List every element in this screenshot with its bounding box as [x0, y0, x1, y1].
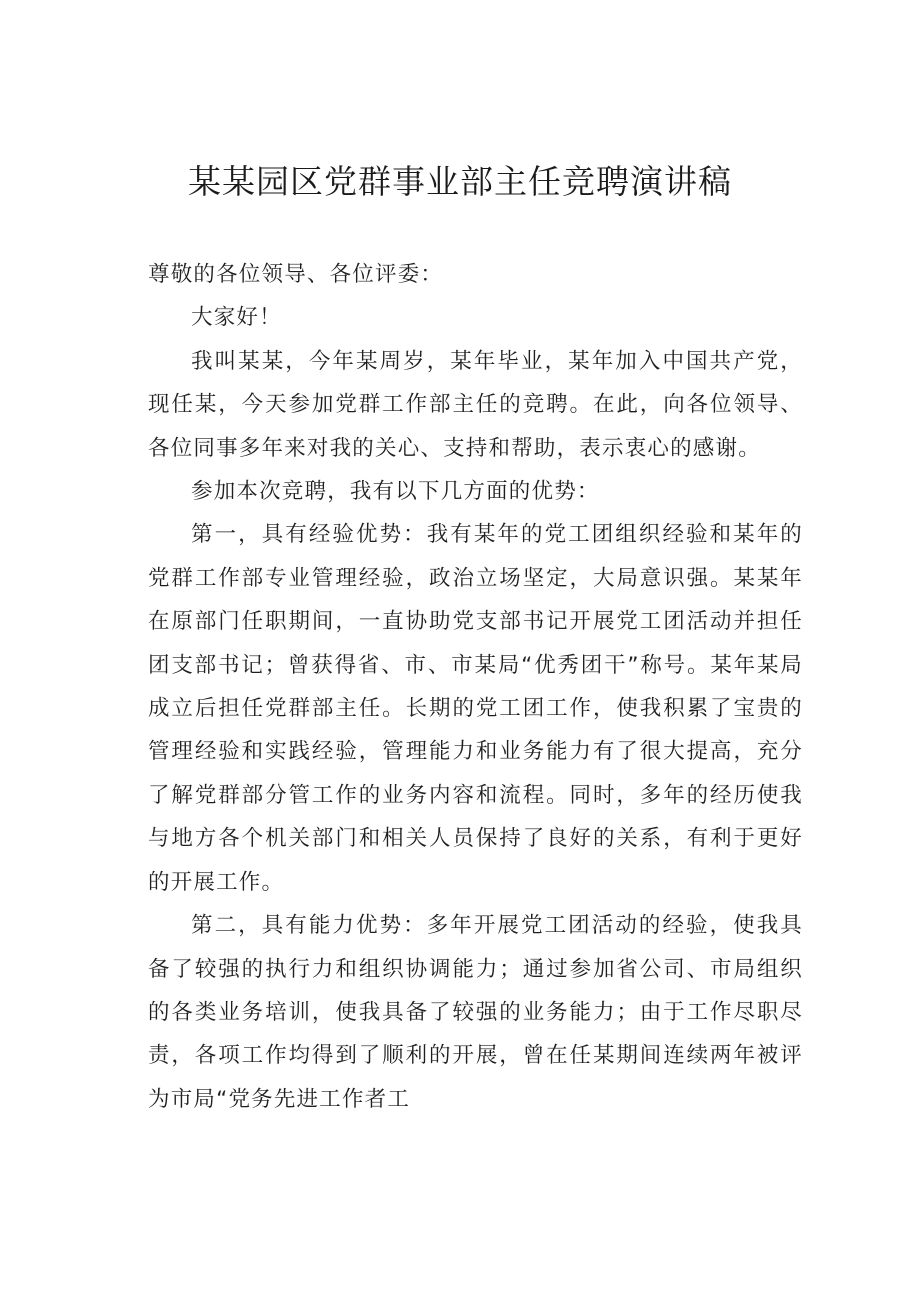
- document-body: [148, 253, 803, 1121]
- paragraph-advantages-intro: 参加本次竞聘，我有以下几方面的优势：: [191, 479, 600, 505]
- paragraph-ability-advantage: 第二，具有能力优势：多年开展党工团活动的经验，使我具备了较强的执行力和组织协调能力；通过参加省公司、市局组织的各类业务培训，使我具备了较强的业务能力；由于工作尽职尽责，各项工作均得到了顺利的开展，曾在任某期间连续两年被评为市局“党务先进工作者工: [148, 913, 803, 1112]
- salutation: 尊敬的各位领导、各位评委：: [148, 262, 444, 287]
- paragraph-greeting: 大家好！: [191, 305, 282, 331]
- document-title: 某某园区党群事业部主任竞聘演讲稿: [188, 162, 732, 201]
- paragraph-experience-advantage: 第一，具有经验优势：我有某年的党工团组织经验和某年的党群工作部专业管理经验，政治立场坚定，大局意识强。某某年在原部门任职期间，一直协助党支部书记开展党工团活动并担任团支部书记；曾获得省、市、市某局“优秀团干”称号。某年某局成立后担任党群部主任。长期的党工团工作，使我积累了宝贵的管理经验和实践经验，管理能力和业务能力有了很大提高，充分了解党群部分管工作的业务内容和流程。同时，多年的经历使我与地方各个机关部门和相关人员保持了良好的关系，有利于更好的开展工作。: [148, 522, 803, 895]
- paragraph-introduction: 我叫某某，今年某周岁，某年毕业，某年加入中国共产党，现任某，今天参加党群工作部主任的竞聘。在此，向各位领导、各位同事多年来对我的关心、支持和帮助，表示衷心的感谢。: [148, 348, 803, 461]
